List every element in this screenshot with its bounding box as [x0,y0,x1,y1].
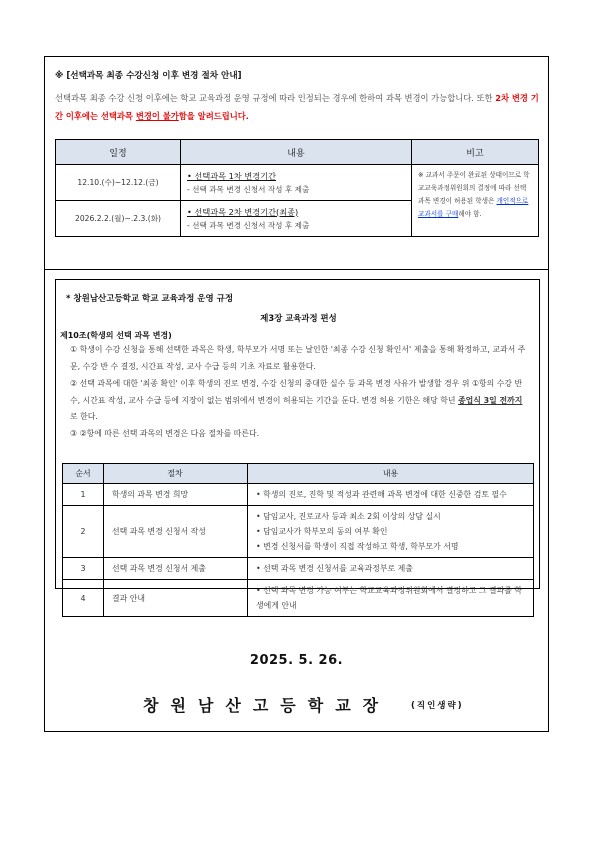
procedure-content [248,506,534,558]
schedule-header-date: 일정 [56,140,181,165]
schedule-content [181,201,412,237]
notice-warning-part1: 2차 변경 기간 이후에는 선택과목 [55,93,539,121]
regulation-paragraph-2-end: 로 한다. [70,412,98,421]
school-principal: 창원남산고등학교장 [143,696,391,715]
schedule-period-desc: - 선택 과목 변경 신청서 작성 후 제출 [187,220,310,230]
procedure-step: 선택 과목 변경 신청서 제출 [104,558,248,580]
procedure-table [62,463,534,617]
procedure-order: 4 [63,580,104,617]
procedure-order: 1 [63,484,104,506]
procedure-row [63,558,534,580]
schedule-period-desc: - 선택 과목 변경 신청서 작성 후 제출 [187,184,310,194]
schedule-content [181,165,412,201]
schedule-date: 2026.2.2.(월)~.2.3.(화) [56,201,181,237]
schedule-header-note: 비고 [412,140,539,165]
regulation-title: * 창원남산고등학교 학교 교육과정 운영 규정 [66,294,234,304]
schedule-note-text: ※ 교과서 주문이 완료된 상태이므로 학교교육과정위원회의 결정에 따라 선택과목 변경이 허용된 학생은 [418,171,530,205]
procedure-item: • 변경 신청서를 학생이 직접 작성하고 학생, 학부모가 서명 [256,542,459,551]
regulation-deadline: 종업식 3일 전까지 [458,395,523,405]
schedule-header-row [56,140,539,165]
procedure-content [248,484,534,506]
procedure-item: • 학생의 진로, 진학 및 적성과 관련해 과목 변경에 대한 신중한 검토 필수 [256,490,507,499]
schedule-note [412,165,539,237]
schedule-date: 12.10.(수)~12.12.(금) [56,165,181,201]
regulation-paragraph-2-text: ② 선택 과목에 대한 '최종 확인' 이후 학생의 진로 변경, 수강 신청의 중대한 실수 등 과목 변경 사유가 발생할 경우 위 ①항의 수강 반 수, 시간표 작성, 교사 수급 등에 지장이 없는 범위에서 변경이 허용되는 기간을 둔다. 변경 허용 기한은 해당 학년 [70,379,523,405]
notice-body [55,89,540,125]
schedule-note-emphasis: 개인적으로 교과서를 구매 [418,197,529,218]
procedure-step: 학생의 과목 변경 희망 [104,484,248,506]
procedure-row [63,506,534,558]
regulation-paragraph-2 [70,376,530,426]
procedure-step: 선택 과목 변경 신청서 작성 [104,506,248,558]
seal-omitted: (직인생략) [411,701,464,711]
notice-frame [44,56,549,732]
schedule-table [55,139,539,237]
procedure-header-order: 순서 [63,464,104,484]
procedure-step: 결과 안내 [104,580,248,617]
procedure-row [63,580,534,617]
issue-date: 2025. 5. 26. [249,653,344,668]
procedure-row [63,484,534,506]
regulation-paragraph-1: ① 학생이 수강 신청을 통해 선택한 과목은 학생, 학부모가 서명 또는 날인한 '최종 수강 신청 확인서' 제출을 통해 확정하고, 교과서 주문, 수강 반 수 결정, 시간표 작성, 교사 수급 등의 기초 자료로 활용한다. [70,345,526,371]
schedule-row [56,165,539,201]
procedure-item: • 담임교사, 진로교사 등과 최소 2회 이상의 상담 실시 [256,512,441,521]
notice-warning-underlined: 변경이 불가 [135,111,179,121]
schedule-note-end: 해야 함. [458,210,482,218]
procedure-order: 2 [63,506,104,558]
procedure-item: • 담임교사가 학부모의 동의 여부 확인 [256,527,388,536]
regulation-article: 제10조(학생의 선택 과목 변경) [60,331,172,340]
regulation-box [55,279,540,610]
notice-body-text: 선택과목 최종 수강 신청 이후에는 학교 교육과정 운영 규정에 따라 인정되는 경우에 한하여 과목 변경이 가능합니다. 또한 [55,93,496,103]
procedure-header-step: 절차 [104,464,248,484]
procedure-header-content: 내용 [248,464,534,484]
procedure-content [248,558,534,580]
regulation-paragraph-3: ③ ②항에 따른 선택 과목의 변경은 다음 절차를 따른다. [70,429,260,438]
regulation-chapter: 제3장 교육과정 편성 [260,313,337,323]
procedure-header-row [63,464,534,484]
section-divider [45,269,548,270]
procedure-content [248,580,534,617]
notice-warning-part2: 함을 알려드립니다. [178,111,249,121]
schedule-period-title: • 선택과목 2차 변경기간(최종) [187,206,299,217]
schedule-period-title: • 선택과목 1차 변경기간 [187,170,277,181]
procedure-order: 3 [63,558,104,580]
schedule-header-content: 내용 [181,140,412,165]
procedure-item: • 선택 과목 변경 신청서를 교육과정부로 제출 [256,564,413,573]
notice-title: ※ [선택과목 최종 수강신청 이후 변경 절차 안내] [55,71,242,81]
procedure-item: • 선택 과목 변경 가능 여부는 학교교육과정위원회에서 결정하고 그 결과를 학생에게 안내 [256,586,523,610]
